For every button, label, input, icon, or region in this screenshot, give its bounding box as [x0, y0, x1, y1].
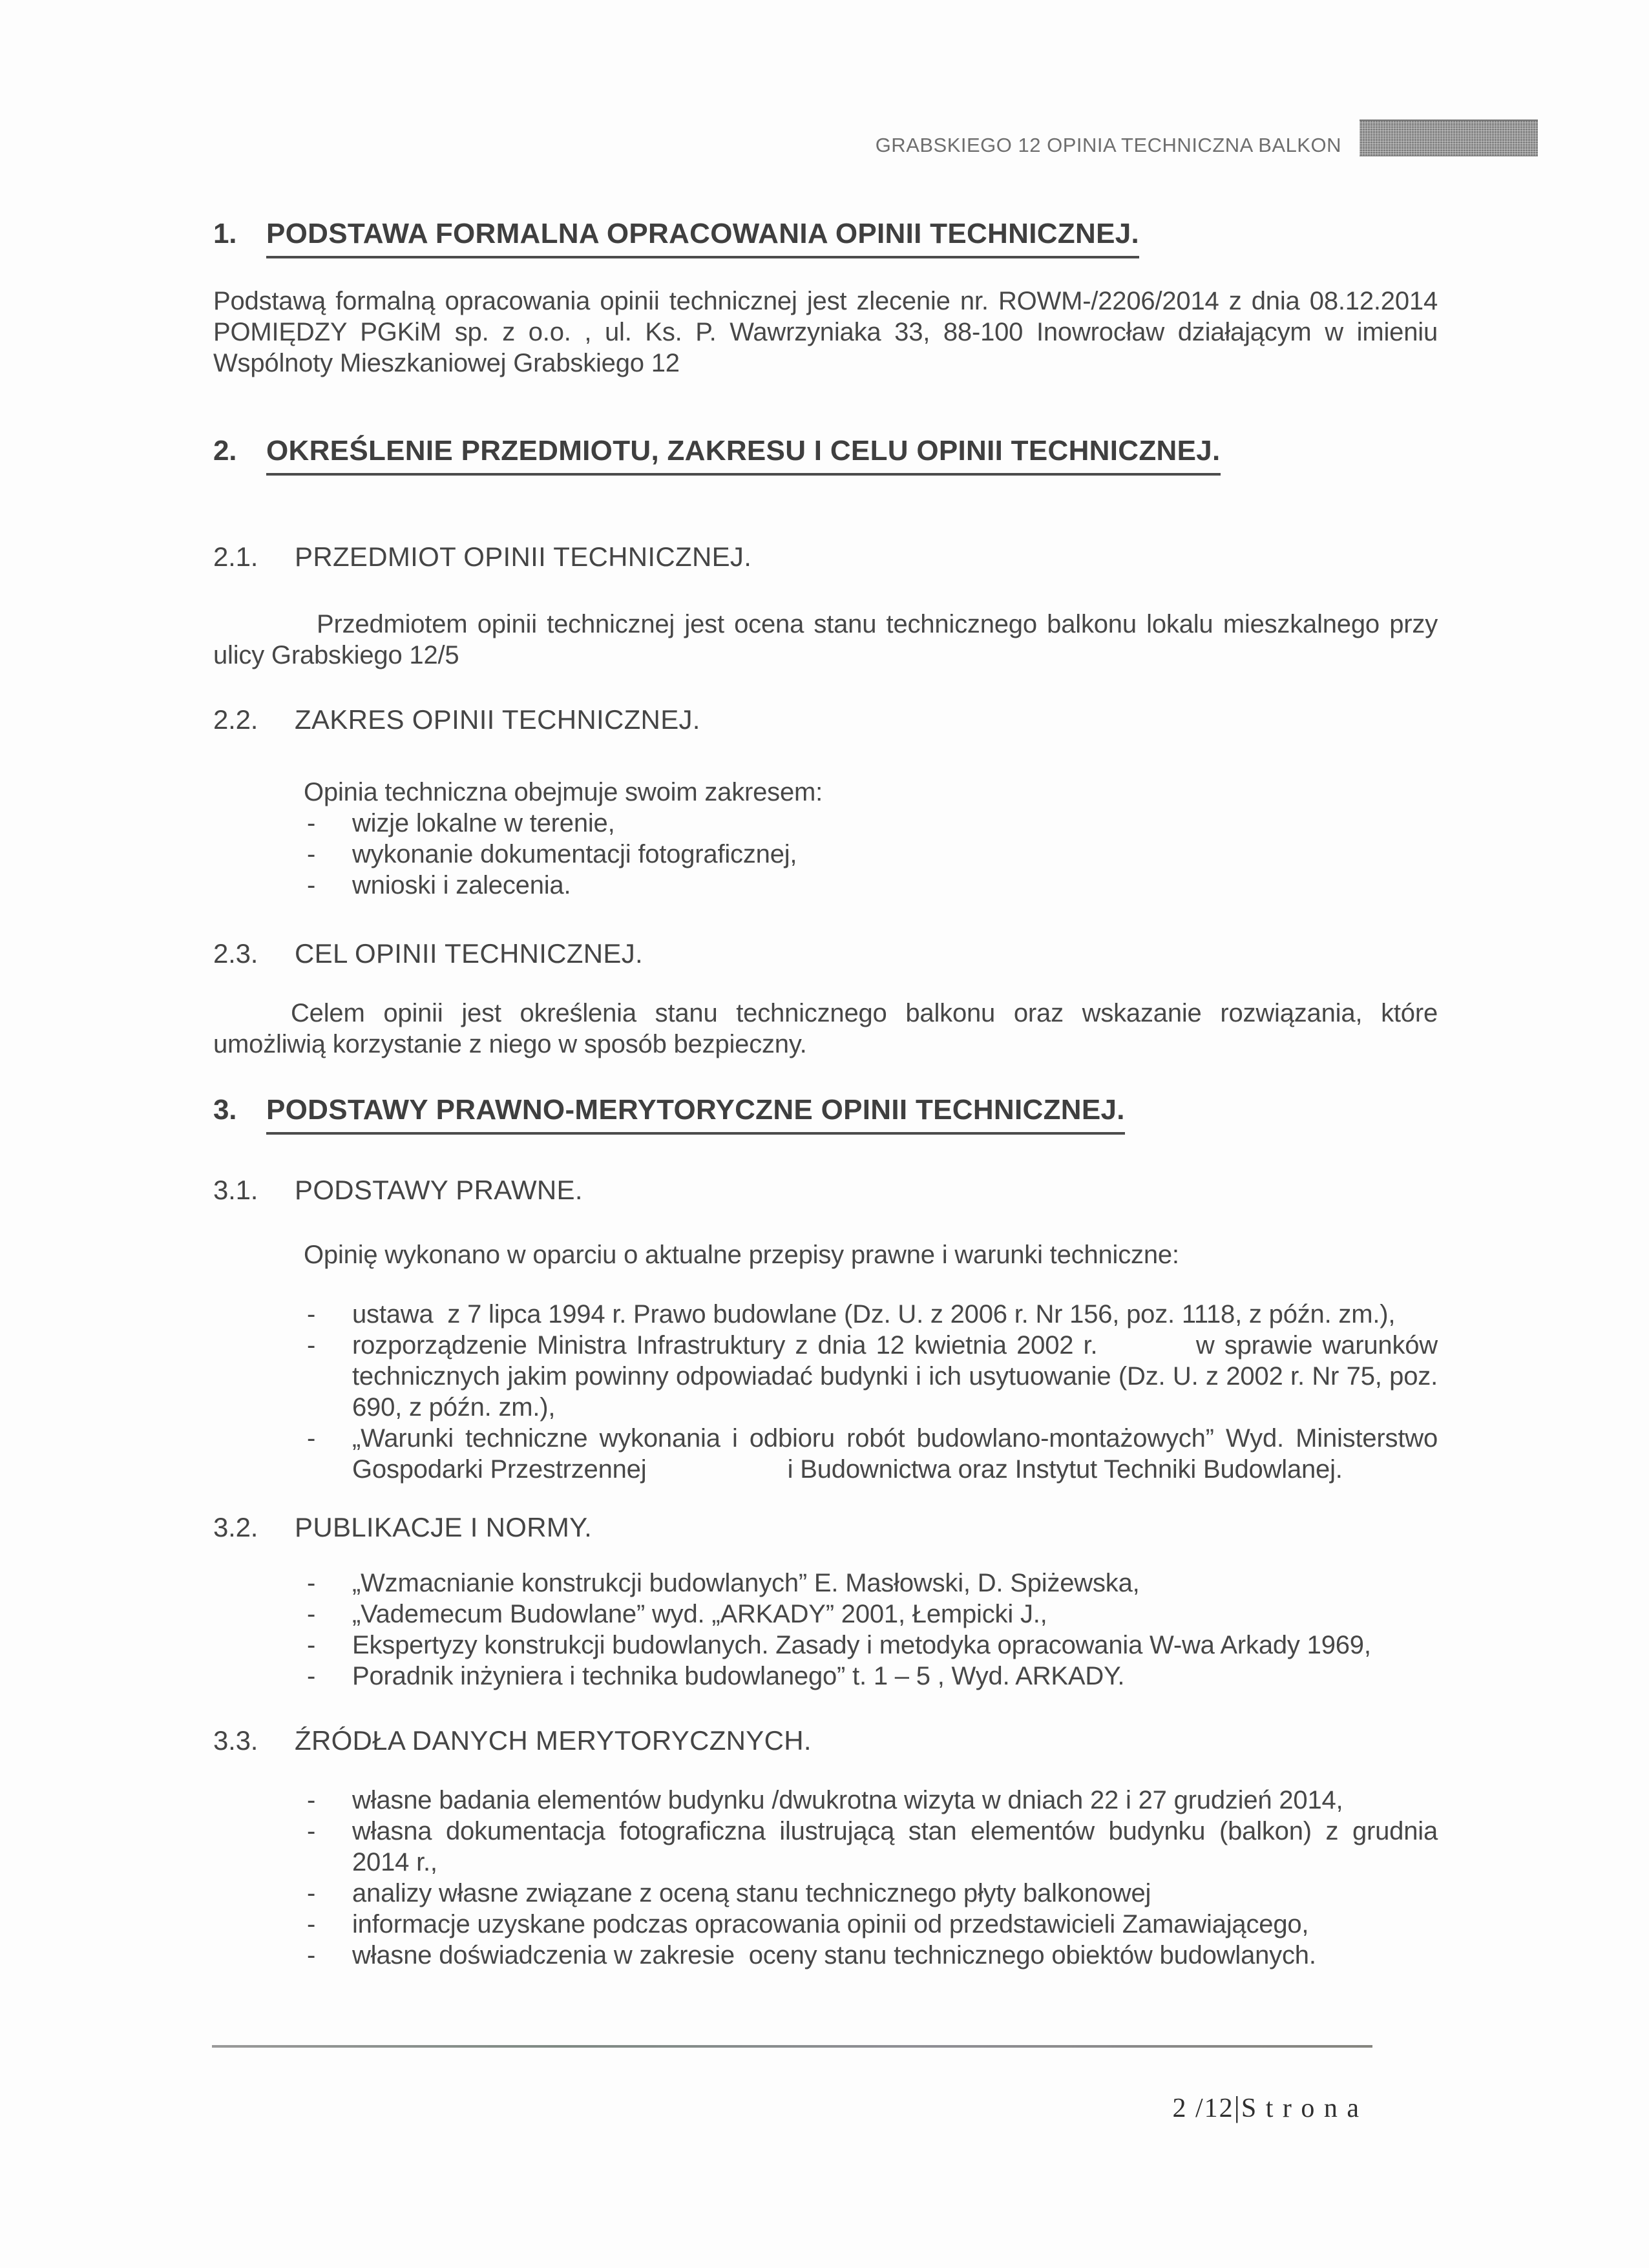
section-title: ŹRÓDŁA DANYCH MERYTORYCZNYCH. [295, 1725, 812, 1756]
list-item-text: „Wzmacnianie konstrukcji budowlanych” E. Masłowski, D. Spiżewska, [352, 1569, 1140, 1597]
list-item-text: analizy własne związane z oceną stanu technicznego płyty balkonowej [352, 1879, 1151, 1907]
section-number: 2. [213, 435, 237, 467]
bullet-dash: - [307, 840, 316, 868]
bullet-dash: - [307, 1569, 316, 1597]
section-title: ZAKRES OPINII TECHNICZNEJ. [295, 704, 700, 735]
section-3-1-intro: Opinię wykonano w oparciu o aktualne przepisy prawne i warunki techniczne: [304, 1241, 1179, 1269]
section-2-1-paragraph: Przedmiotem opinii technicznej jest ocena stanu technicznego balkonu lokalu mieszkalnego przy ulicy Grabskiego 12/5 [213, 610, 1438, 669]
list-item [307, 1661, 1438, 1692]
list-item [307, 1909, 1438, 1940]
list-item-text: ustawa z 7 lipca 1994 r. Prawo budowlane (Dz. U. z 2006 r. Nr 156, poz. 1118, z późn. zm.), [352, 1300, 1396, 1328]
bullet-dash: - [307, 871, 316, 899]
list-item [307, 1878, 1438, 1909]
list-item [307, 1423, 1445, 1485]
list-item [307, 1599, 1438, 1630]
page-word: S t r o n a [1241, 2094, 1360, 2123]
section-2-2-intro: Opinia techniczna obejmuje swoim zakresem: [304, 778, 823, 806]
list-item-text: „Vademecum Budowlane” wyd. „ARKADY” 2001, Łempicki J., [352, 1600, 1047, 1628]
list-item [307, 839, 1438, 870]
section-2-3-heading [213, 938, 1438, 969]
bullet-dash: - [307, 1424, 316, 1453]
bullet-dash: - [307, 1817, 316, 1845]
bullet-dash: - [307, 1631, 316, 1659]
list-item [307, 1816, 1445, 1878]
bullet-dash: - [307, 1786, 316, 1814]
list-item [307, 1785, 1438, 1816]
section-title: PODSTAWA FORMALNA OPRACOWANIA OPINII TECHNICZNEJ. [266, 218, 1139, 258]
section-title: PRZEDMIOT OPINII TECHNICZNEJ. [295, 541, 752, 572]
list-item-text: własne doświadczenia w zakresie oceny stanu technicznego obiektów budowlanych. [352, 1941, 1316, 1969]
list-item [307, 1630, 1438, 1661]
section-number: 3.1. [213, 1175, 258, 1205]
section-number: 3. [213, 1094, 237, 1126]
section-3-3-list [307, 1785, 1445, 1971]
bullet-dash: - [307, 1910, 316, 1938]
section-2-1-heading [213, 541, 1438, 572]
section-number: 1. [213, 218, 237, 249]
list-item-text: Ekspertyzy konstrukcji budowlanych. Zasady i metodyka opracowania W-wa Arkady 1969, [352, 1631, 1371, 1659]
list-item-text: własne badania elementów budynku /dwukrotna wizyta w dniach 22 i 27 grudzień 2014, [352, 1786, 1343, 1814]
list-item-text: wizje lokalne w terenie, [352, 809, 615, 837]
section-3-3-heading [213, 1725, 1438, 1756]
footer-separator: | [1234, 2090, 1241, 2123]
section-3-2-list [307, 1568, 1438, 1692]
bullet-dash: - [307, 1662, 316, 1690]
section-2-2-heading [213, 704, 1438, 735]
section-number: 3.2. [213, 1512, 258, 1542]
page-number: 2 /12 [1172, 2094, 1234, 2123]
list-item [307, 1299, 1438, 1330]
section-2-2-list [307, 808, 1438, 901]
list-item [307, 1330, 1445, 1423]
section-number: 2.2. [213, 704, 258, 735]
list-item-text: informacje uzyskane podczas opracowania opinii od przedstawicieli Zamawiającego, [352, 1910, 1309, 1938]
bullet-dash: - [307, 1600, 316, 1628]
section-title: PODSTAWY PRAWNE. [295, 1175, 583, 1205]
document-content [213, 218, 1445, 1971]
list-item-text: wnioski i zalecenia. [352, 871, 571, 899]
list-item [307, 870, 1438, 901]
list-item-text: rozporządzenie Ministra Infrastruktury z dnia 12 kwietnia 2002 r. w sprawie warunków technicznych jakim powinny odpowiadać budynki i ich usytuowanie (Dz. U. z 2002 r. Nr 75, poz. 690, z późn. zm.), [352, 1331, 1445, 1422]
list-item [307, 1940, 1438, 1971]
section-2-3-paragraph: Celem opinii jest określenia stanu technicznego balkonu oraz wskazanie rozwiązania, które umożliwią korzystanie z niego w sposób bezpieczny. [213, 999, 1438, 1058]
bullet-dash: - [307, 1300, 316, 1328]
footer-rule [212, 2045, 1372, 2048]
running-header-text: GRABSKIEGO 12 OPINIA TECHNICZNA BALKON [875, 134, 1341, 156]
section-title: OKREŚLENIE PRZEDMIOTU, ZAKRESU I CELU OPINII TECHNICZNEJ. [266, 436, 1221, 476]
section-1-paragraph: Podstawą formalną opracowania opinii technicznej jest zlecenie nr. ROWM-/2206/2014 z dnia 08.12.2014 POMIĘDZY PGKiM sp. z o.o. , ul. Ks. P. Wawrzyniaka 33, 88-100 Inowrocław działającym w imieniu Wspólnoty Mieszkaniowej Grabskiego 12 [213, 287, 1438, 377]
list-item-text: „Warunki techniczne wykonania i odbioru robót budowlano-montażowych” Wyd. Ministerstwo Gospodarki Przestrzennej i Budownictwa oraz Instytut Techniki Budowlanej. [352, 1424, 1445, 1484]
section-3-1-heading [213, 1175, 1438, 1206]
list-item-text: Poradnik inżyniera i technika budowlanego” t. 1 – 5 , Wyd. ARKADY. [352, 1662, 1125, 1690]
section-3-1-list [307, 1299, 1445, 1485]
section-title: CEL OPINII TECHNICZNEJ. [295, 938, 643, 969]
section-number: 2.1. [213, 541, 258, 572]
section-3-heading [213, 1095, 1438, 1135]
page-footer [1140, 2059, 1360, 2155]
list-item-text: własna dokumentacja fotograficzna ilustrującą stan elementów budynku (balkon) z grudnia 2014 r., [352, 1817, 1445, 1876]
bullet-dash: - [307, 809, 316, 837]
page-header [876, 120, 1538, 157]
section-1-heading [213, 218, 1438, 258]
section-title: PODSTAWY PRAWNO-MERYTORYCZNE OPINII TECHNICZNEJ. [266, 1095, 1125, 1135]
bullet-dash: - [307, 1941, 316, 1969]
list-item-text: wykonanie dokumentacji fotograficznej, [352, 840, 797, 868]
section-number: 3.3. [213, 1725, 258, 1756]
section-title: PUBLIKACJE I NORMY. [295, 1512, 593, 1542]
list-item [307, 1568, 1438, 1599]
section-2-heading [213, 436, 1438, 476]
bullet-dash: - [307, 1879, 316, 1907]
redacted-stamp-block [1360, 120, 1538, 156]
section-3-2-heading [213, 1512, 1438, 1543]
bullet-dash: - [307, 1331, 316, 1360]
section-number: 2.3. [213, 938, 258, 969]
list-item [307, 808, 1438, 839]
